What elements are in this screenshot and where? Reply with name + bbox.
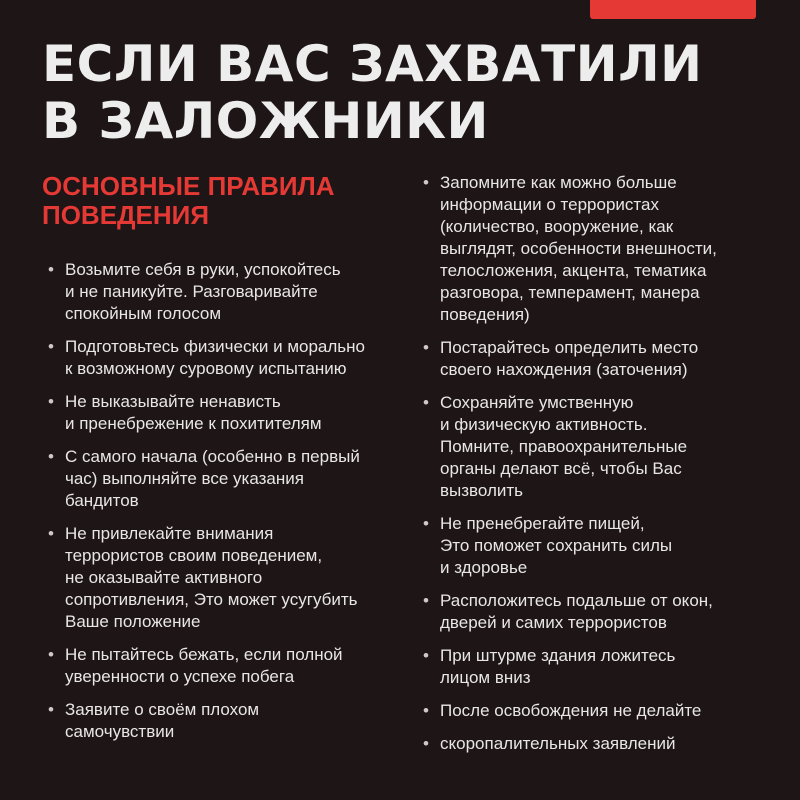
rule-text-line: и здоровье: [440, 558, 528, 577]
rule-text-line: • Сохраняйте умственную: [440, 393, 634, 412]
rule-item: [423, 700, 783, 722]
rule-item: [423, 590, 783, 634]
rule-item: [423, 645, 783, 689]
rule-text-line: • При штурме здания ложитесь: [440, 646, 676, 665]
rule-text-line: (количество, вооружение, как: [440, 217, 674, 236]
rule-text-line: Это поможет сохранить силы: [440, 536, 673, 555]
rule-text-line: сопротивления, Это может усугубить: [65, 590, 358, 609]
rule-text-line: к возможному суровому испытанию: [65, 359, 347, 378]
rule-item: [48, 446, 408, 512]
rule-text-line: • Возьмите себя в руки, успокойтесь: [65, 260, 341, 279]
rule-text-line: Помните, правоохранительные: [440, 437, 688, 456]
rule-text-line: информации о террористах: [440, 195, 659, 214]
rule-text-line: террористов своим поведением,: [65, 546, 323, 565]
rule-text-line: разговора, темперамент, манера: [440, 283, 700, 302]
subtitle-line: ПОВЕДЕНИЯ: [42, 200, 210, 230]
red-accent-tab: [590, 0, 756, 19]
rule-text-line: Ваше положение: [65, 612, 201, 631]
rule-item: [423, 172, 783, 326]
rule-text-line: лицом вниз: [440, 668, 531, 687]
rule-text-line: и не паникуйте. Разговаривайте: [65, 282, 318, 301]
rule-text-line: и пренебрежение к похитителям: [65, 414, 322, 433]
rule-text-line: • Запомните как можно больше: [440, 173, 677, 192]
rule-text-line: • Не выказывайте ненависть: [65, 392, 281, 411]
rule-text-line: самочувствии: [65, 722, 175, 741]
rule-item: [423, 733, 783, 755]
rule-item: [48, 523, 408, 633]
rule-text-line: спокойным голосом: [65, 304, 222, 323]
rule-item: [48, 336, 408, 380]
rule-text-line: • скоропалительных заявлений: [440, 734, 676, 753]
rule-text-line: вызволить: [440, 481, 524, 500]
page-title: [42, 36, 762, 150]
rule-item: [423, 513, 783, 579]
rule-text-line: дверей и самих террористов: [440, 613, 667, 632]
rule-item: [48, 644, 408, 688]
rule-text-line: • Не пытайтесь бежать, если полной: [65, 645, 343, 664]
rule-text-line: • Расположитесь подальше от окон,: [440, 591, 713, 610]
rule-text-line: • Не пренебрегайте пищей,: [440, 514, 645, 533]
rule-item: [48, 699, 408, 743]
left-rules-list: [48, 259, 408, 754]
rule-text-line: своего нахождения (заточения): [440, 360, 688, 379]
rule-item: [48, 259, 408, 325]
rule-text-line: выглядят, особенности внешности,: [440, 239, 717, 258]
title-line: ЕСЛИ ВАС ЗАХВАТИЛИ: [42, 35, 703, 93]
rule-text-line: и физическую активность.: [440, 415, 648, 434]
rule-text-line: • Не привлекайте внимания: [65, 524, 274, 543]
rule-text-line: поведения): [440, 305, 530, 324]
rule-text-line: • Подготовьтесь физически и морально: [65, 337, 365, 356]
rule-text-line: • Постарайтесь определить место: [440, 338, 699, 357]
title-line: В ЗАЛОЖНИКИ: [42, 92, 489, 150]
rule-item: [48, 391, 408, 435]
rule-text-line: органы делают всё, чтобы Вас: [440, 459, 682, 478]
rule-item: [423, 392, 783, 502]
rule-text-line: • Заявите о своём плохом: [65, 700, 260, 719]
rule-text-line: бандитов: [65, 491, 139, 510]
rule-text-line: не оказывайте активного: [65, 568, 263, 587]
rule-text-line: • С самого начала (особенно в первый: [65, 447, 360, 466]
right-rules-list: [423, 172, 783, 766]
subtitle-line: ОСНОВНЫЕ ПРАВИЛА: [42, 171, 335, 201]
rule-text-line: телосложения, акцента, тематика: [440, 261, 707, 280]
rule-item: [423, 337, 783, 381]
section-subtitle: [42, 172, 382, 230]
rule-text-line: уверенности о успехе побега: [65, 667, 295, 686]
rule-text-line: час) выполняйте все указания: [65, 469, 304, 488]
rule-text-line: • После освобождения не делайте: [440, 701, 702, 720]
